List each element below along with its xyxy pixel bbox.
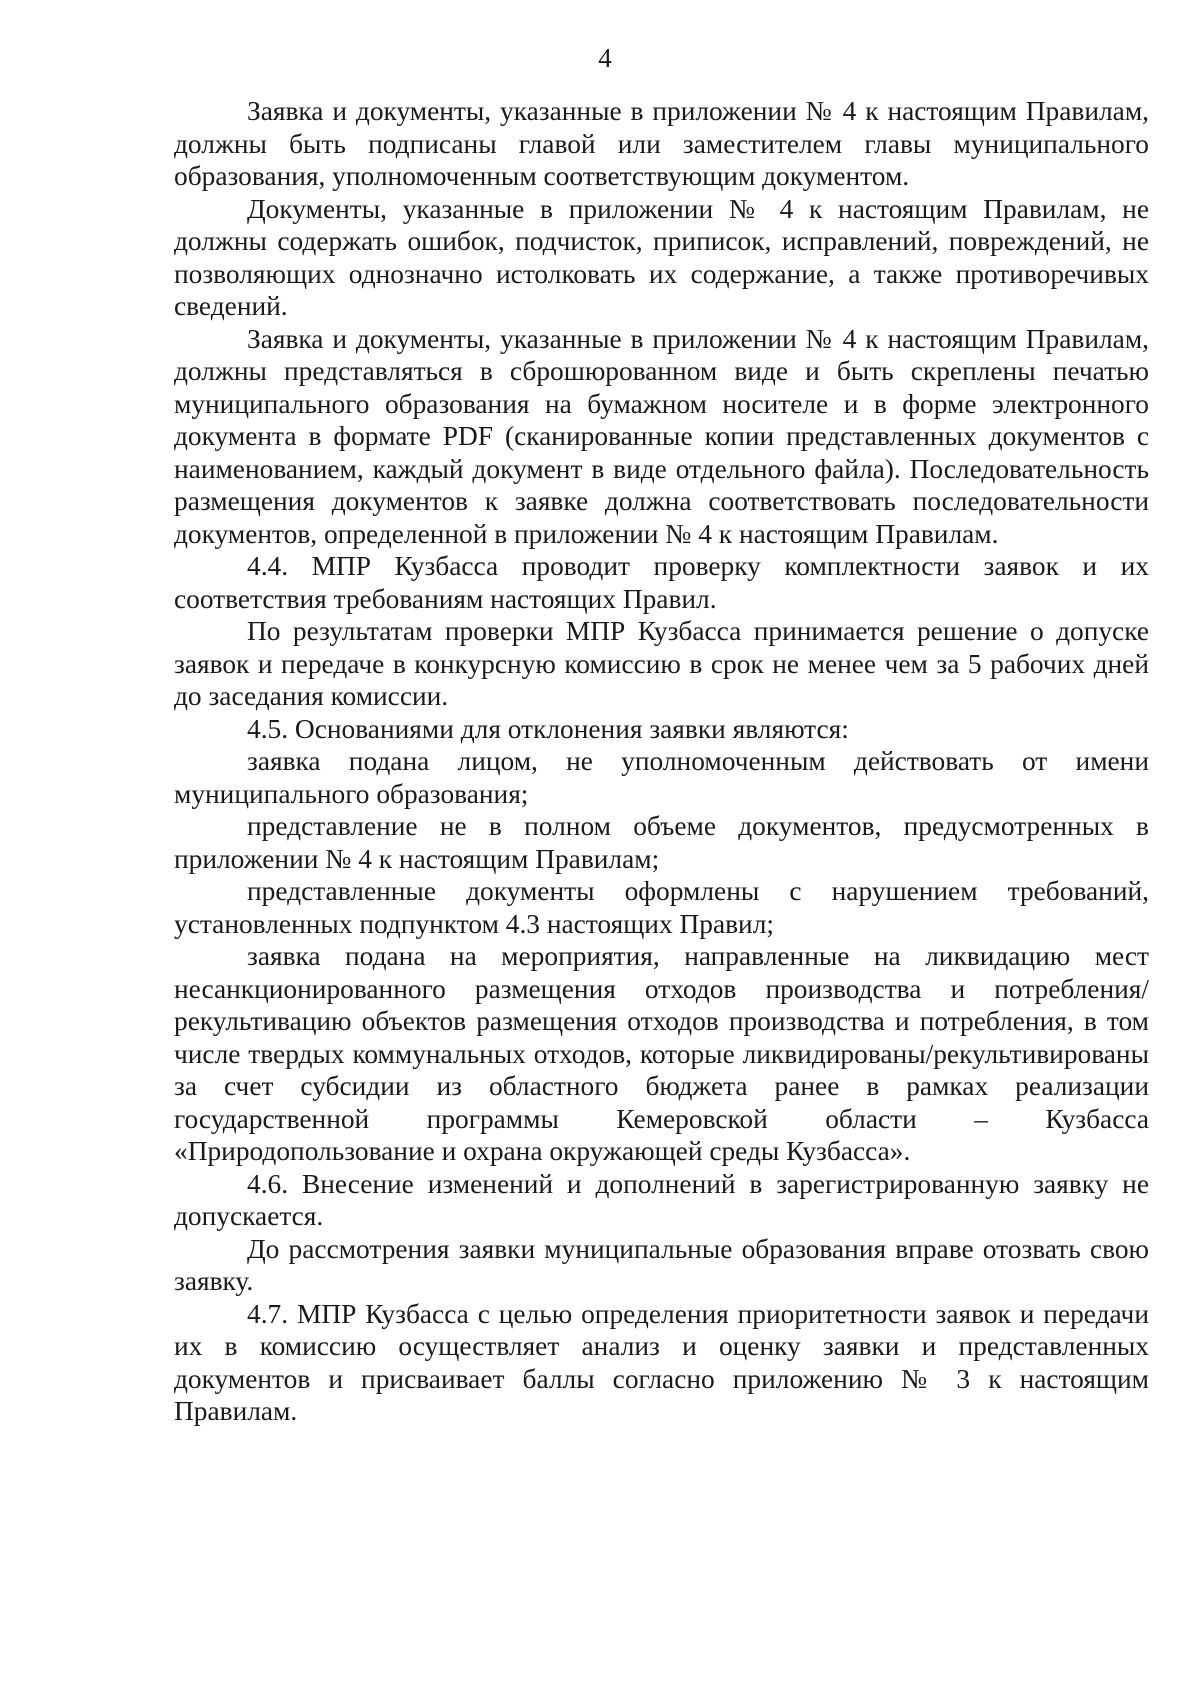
- list-item-rejection-1: заявка подана лицом, не уполномоченным действовать от имени муниципального образования;: [174, 746, 1149, 809]
- paragraph-check-results: По результатам проверки МПР Кузбасса принимается решение о допуске заявок и передаче в конкурсную комиссию в срок не менее чем за 5 рабочих дней до заседания комиссии.: [174, 616, 1149, 711]
- list-item-rejection-2: представление не в полном объеме документов, предусмотренных в приложении № 4 к настоящим Правилам;: [174, 811, 1149, 874]
- paragraph-4-7: 4.7. МПР Кузбасса с целью определения приоритетности заявок и передачи их в комиссию осуществляет анализ и оценку заявки и представленных документов и присваивает баллы согласно приложению № 3 к настоящим Правилам.: [174, 1298, 1149, 1426]
- document-body: [174, 95, 1149, 1428]
- paragraph-4-5: 4.5. Основаниями для отклонения заявки являются:: [247, 713, 849, 744]
- paragraph-withdrawal: До рассмотрения заявки муниципальные образования вправе отозвать свою заявку.: [174, 1233, 1149, 1296]
- page-number: 4: [598, 43, 612, 73]
- paragraph-document-format: Заявка и документы, указанные в приложении № 4 к настоящим Правилам, должны представляться в сброшюрованном виде и быть скреплены печатью муниципального образования на бумажном носителе и в форме электронного документа в формате PDF (сканированные копии представленных документов с наименованием, каждый документ в виде отдельного файла). Последовательность размещения документов к заявке должна соответствовать последовательности документов, определенной в приложении № 4 к настоящим Правилам.: [174, 323, 1149, 549]
- paragraph-application-signature: Заявка и документы, указанные в приложении № 4 к настоящим Правилам, должны быть подписаны главой или заместителем главы муниципального образования, уполномоченным соответствующим документом.: [174, 96, 1149, 191]
- list-item-rejection-4: заявка подана на мероприятия, направленные на ликвидацию мест несанкционированного размещения отходов производства и потребления/рекультивацию объектов размещения отходов производства и потребления, в том числе твердых коммунальных отходов, которые ликвидированы/рекультивированы за счет субсидии из областного бюджета ранее в рамках реализации государственной программы Кемеровской области – Кузбасса «Природопользование и охрана окружающей среды Кузбасса».: [174, 941, 1149, 1166]
- paragraph-document-requirements: Документы, указанные в приложении № 4 к настоящим Правилам, не должны содержать ошибок, подчисток, приписок, исправлений, повреждений, не позволяющих однозначно истолковать их содержание, а также противоречивых сведений.: [174, 193, 1149, 321]
- paragraph-4-6: 4.6. Внесение изменений и дополнений в зарегистрированную заявку не допускается.: [174, 1168, 1149, 1231]
- paragraph-4-4: 4.4. МПР Кузбасса проводит проверку комплектности заявок и их соответствия требованиям настоящих Правил.: [174, 551, 1149, 614]
- list-item-rejection-3: представленные документы оформлены с нарушением требований, установленных подпунктом 4.3 настоящих Правил;: [174, 876, 1149, 939]
